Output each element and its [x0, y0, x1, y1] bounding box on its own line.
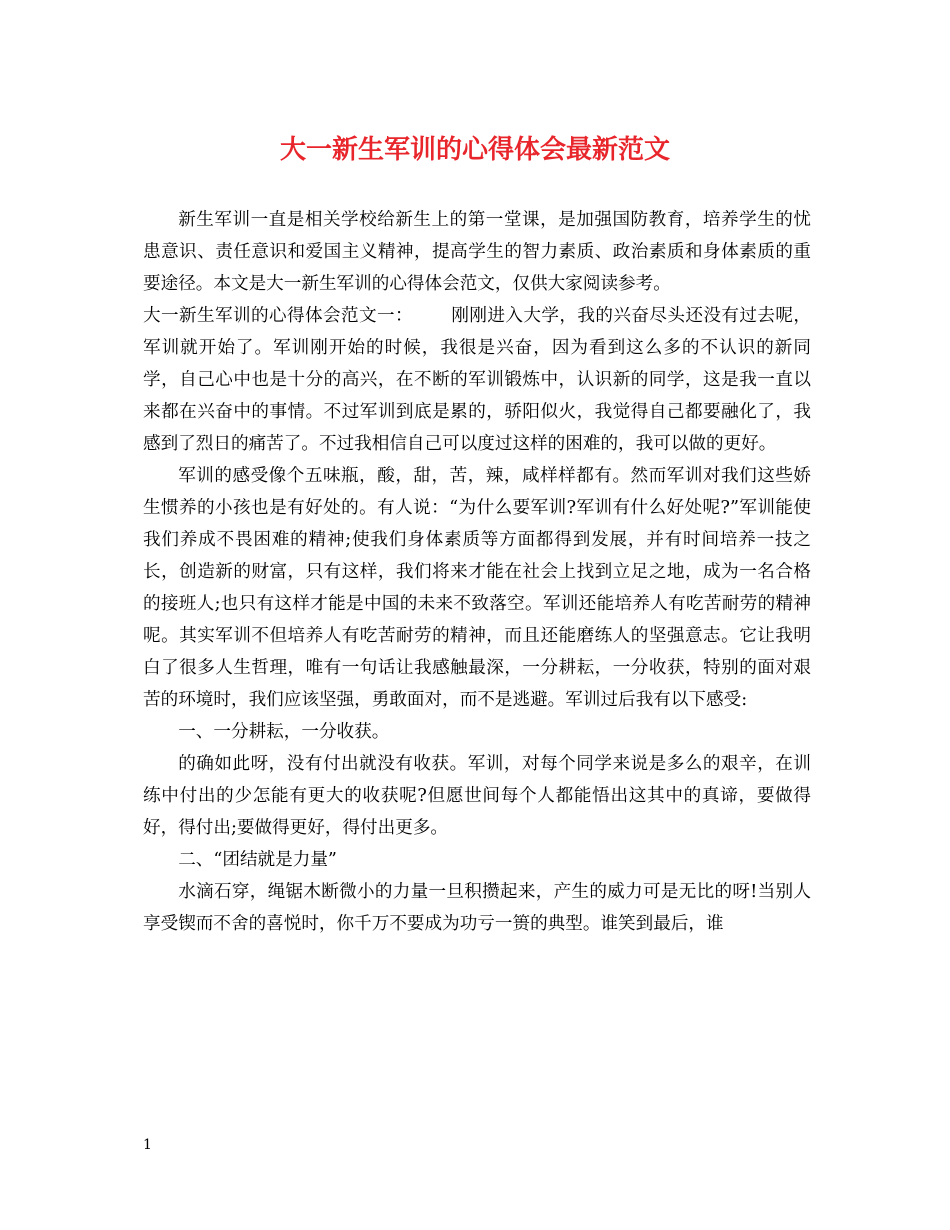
- paragraph-hard-work: 的确如此呀，没有付出就没有收获。军训，对每个同学来说是多么的艰辛，在训练中付出的少怎能有更大的收获呢?但愿世间每个人都能悟出这其中的真谛，要做得好，得付出;要做得更好，得付出更多。: [143, 754, 811, 838]
- paragraph-military-feelings: 军训的感受像个五味瓶，酸，甜，苦，辣，咸样样都有。然而军训对我们这些娇生惯养的小孩也是有好处的。有人说：“为什么要军训?军训有什么好处呢?”军训能使我们养成不畏困难的精神;使我们身体素质等方面都得到发展，并有时间培养一技之长，创造新的财富，只有这样，我们将来才能在社会上找到立足之地，成为一名合格的接班人;也只有这样才能是中国的未来不致落空。军训还能培养人有吃苦耐劳的精神呢。其实军训不但培养人有吃苦耐劳的精神，而且还能磨练人的坚强意志。它让我明白了很多人生哲理，唯有一句话让我感触最深，一分耕耘，一分收获，特别的面对艰苦的环境时，我们应该坚强，勇敢面对，而不是逃避。军训过后我有以下感受:: [143, 466, 811, 710]
- document-title: 大一新生军训的心得体会最新范文: [279, 135, 670, 165]
- page-number: 1: [143, 1137, 152, 1153]
- intro-paragraph: 新生军训一直是相关学校给新生上的第一堂课，是加强国防教育，培养学生的忧患意识、责任意识和爱国主义精神，提高学生的智力素质、政治素质和身体素质的重要途径。本文是大一新生军训的心得体会范文，仅供大家阅读参考。: [143, 210, 811, 294]
- heading-unity: 二、“团结就是力量”: [178, 850, 337, 870]
- section-one-paragraph: [143, 300, 811, 460]
- paragraph-unity: 水滴石穿，绳锯木断微小的力量一旦积攒起来，产生的威力可是无比的呀!当别人享受锲而不舍的喜悦时，你千万不要成为功亏一篑的典型。谁笑到最后，谁: [143, 882, 811, 934]
- section-one-label: 大一新生军训的心得体会范文一：: [143, 306, 413, 326]
- heading-hard-work: 一、一分耕耘，一分收获。: [178, 722, 390, 742]
- section-one-text: 刚刚进入大学，我的兴奋尽头还没有过去呢，军训就开始了。军训刚开始的时候，我很是兴奋，因为看到这么多的不认识的新同学，自己心中也是十分的高兴，在不断的军训锻炼中，认识新的同学，这是我一直以来都在兴奋中的事情。不过军训到底是累的，骄阳似火，我觉得自己都要融化了，我感到了烈日的痛苦了。不过我相信自己可以度过这样的困难的，我可以做的更好。: [143, 306, 811, 454]
- document-body: [143, 204, 811, 940]
